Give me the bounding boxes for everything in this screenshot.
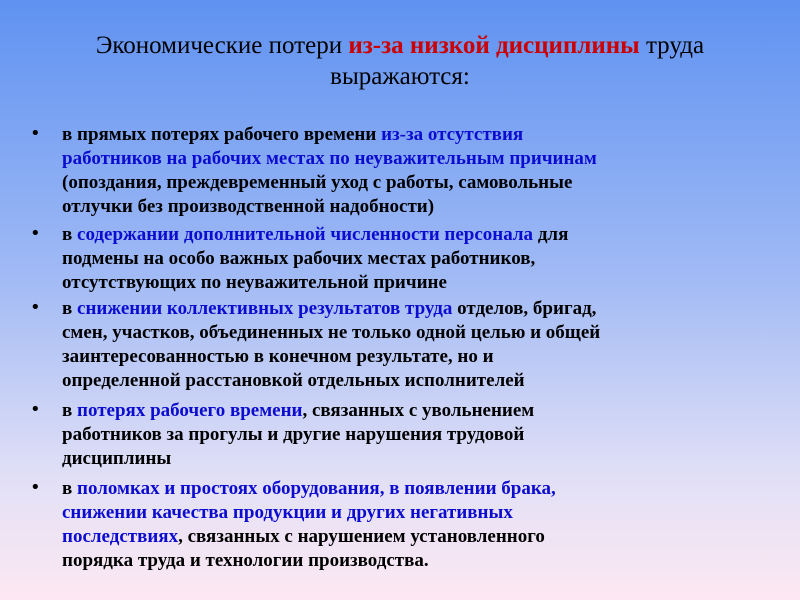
bullet-marker: • bbox=[30, 223, 41, 244]
body-text: подмены на особо важных рабочих местах работников, bbox=[62, 248, 536, 269]
body-text: заинтересованностью в конечном результате, но и bbox=[62, 346, 494, 367]
title-text: Экономические потери bbox=[95, 32, 349, 59]
item-line bbox=[62, 298, 596, 320]
bullet-marker: • bbox=[30, 297, 41, 318]
highlight-text: из-за отсутствия bbox=[381, 124, 524, 145]
item-line bbox=[62, 370, 525, 392]
body-text: в bbox=[62, 224, 78, 245]
highlight-text: снижении коллективных результатов труда bbox=[77, 298, 453, 319]
body-text: дисциплины bbox=[62, 448, 172, 469]
bullet-marker: • bbox=[30, 123, 41, 144]
item-line bbox=[62, 502, 513, 524]
body-text: отлучки без производственной надобности) bbox=[62, 196, 435, 217]
body-text: в bbox=[62, 400, 78, 421]
item-line bbox=[62, 478, 556, 500]
body-text: , связанных с нарушением установленного bbox=[178, 526, 545, 547]
item-line bbox=[62, 172, 572, 194]
body-text: в bbox=[62, 298, 78, 319]
body-text: отделов, бригад, bbox=[452, 298, 597, 319]
item-line bbox=[62, 346, 494, 368]
item-line bbox=[62, 424, 524, 446]
item-line bbox=[62, 526, 545, 548]
item-line bbox=[62, 448, 171, 470]
item-line bbox=[62, 124, 523, 146]
highlight-text: последствиях bbox=[62, 526, 179, 547]
body-text: (опоздания, преждевременный уход с работы, самовольные bbox=[62, 172, 573, 193]
item-line bbox=[62, 400, 534, 422]
body-text: отсутствующих по неуважительной причине bbox=[62, 272, 447, 293]
highlight-text: поломках и простоях оборудования, в появлении брака, bbox=[77, 478, 556, 499]
body-text: порядка труда и технологии производства. bbox=[62, 550, 429, 571]
item-line bbox=[62, 196, 434, 218]
body-text: в прямых потерях рабочего времени bbox=[62, 124, 382, 145]
item-line bbox=[62, 148, 597, 170]
title-line-2: выражаются: bbox=[330, 63, 470, 90]
bullet-marker: • bbox=[30, 477, 41, 498]
item-line bbox=[62, 272, 447, 294]
title-line-1 bbox=[0, 30, 800, 61]
highlight-text: работников на рабочих местах по неуважительным причинам bbox=[62, 148, 597, 169]
title-highlight: из-за низкой дисциплины bbox=[348, 32, 640, 59]
body-text: , связанных с увольнением bbox=[302, 400, 535, 421]
item-line bbox=[62, 224, 568, 246]
body-text: для bbox=[533, 224, 569, 245]
body-text: смен, участков, объединенных не только одной целью и общей bbox=[62, 322, 601, 343]
body-text: в bbox=[62, 478, 78, 499]
highlight-text: снижении качества продукции и других негативных bbox=[62, 502, 513, 523]
item-line bbox=[62, 248, 535, 270]
title-text-end: труда bbox=[639, 32, 705, 59]
highlight-text: потерях рабочего времени bbox=[77, 400, 303, 421]
bullet-marker: • bbox=[30, 399, 41, 420]
body-text: определенной расстановкой отдельных исполнителей bbox=[62, 370, 525, 391]
item-line bbox=[62, 550, 429, 572]
highlight-text: содержании дополнительной численности персонала bbox=[77, 224, 534, 245]
item-line bbox=[62, 322, 600, 344]
body-text: работников за прогулы и другие нарушения трудовой bbox=[62, 424, 525, 445]
